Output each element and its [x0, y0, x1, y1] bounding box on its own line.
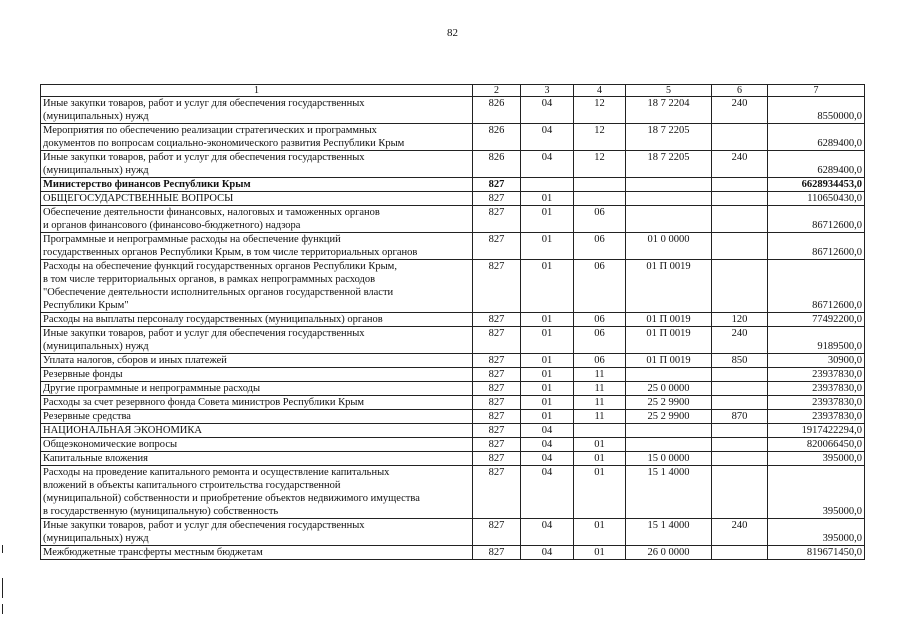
row-name-line: Обеспечение деятельности финансовых, налоговых и таможенных органов: [43, 207, 380, 218]
cell-c7: 1917422294,0: [768, 424, 865, 438]
cell-c3: 01: [521, 192, 574, 206]
row-name-line: государственных органов Республики Крым, в том числе территориальных органов: [43, 247, 418, 258]
cell-c7: 86712600,0: [768, 260, 865, 313]
row-name-cell: [41, 438, 473, 452]
cell-c3: 01: [521, 327, 574, 354]
row-name-line: в государственную (муниципальную) собственность: [43, 506, 279, 517]
cell-c5: 01 П 0019: [626, 327, 712, 354]
row-name-cell: [41, 546, 473, 560]
cell-c2: 826: [473, 124, 521, 151]
cell-c6: 240: [712, 97, 768, 124]
cell-c5: 18 7 2205: [626, 151, 712, 178]
cell-c5: 18 7 2204: [626, 97, 712, 124]
cell-c4: 06: [574, 233, 626, 260]
row-name-line: Уплата налогов, сборов и иных платежей: [43, 355, 227, 366]
row-name-line: Другие программные и непрограммные расходы: [43, 383, 261, 394]
cell-c4: 11: [574, 410, 626, 424]
row-name-line: вложений в объекты капитального строительства государственной: [43, 480, 341, 491]
cell-c5: 25 2 9900: [626, 410, 712, 424]
row-name-cell: [41, 151, 473, 178]
cell-c3: 04: [521, 438, 574, 452]
cell-c6: [712, 382, 768, 396]
table-row: [41, 424, 865, 438]
header-cell-7: 7: [768, 85, 865, 97]
cell-c3: 01: [521, 233, 574, 260]
row-name-line: Республики Крым": [43, 300, 129, 311]
cell-c7: 23937830,0: [768, 368, 865, 382]
cell-c4: 11: [574, 368, 626, 382]
cell-c5: [626, 192, 712, 206]
cell-c4: [574, 424, 626, 438]
cell-c2: 827: [473, 546, 521, 560]
row-name-cell: [41, 424, 473, 438]
cell-c2: 827: [473, 192, 521, 206]
row-name-line: Расходы на проведение капитального ремонта и осуществление капитальных: [43, 467, 390, 478]
row-name-cell: [41, 206, 473, 233]
cell-c7: 86712600,0: [768, 206, 865, 233]
cell-c4: 01: [574, 546, 626, 560]
cell-c6: [712, 368, 768, 382]
cell-c3: 04: [521, 97, 574, 124]
cell-c7: 110650430,0: [768, 192, 865, 206]
row-name-cell: [41, 410, 473, 424]
table-row: [41, 192, 865, 206]
row-name-line: Резервные фонды: [43, 369, 123, 380]
table-row: [41, 452, 865, 466]
row-name-cell: [41, 327, 473, 354]
cell-c5: [626, 424, 712, 438]
table-row: [41, 382, 865, 396]
row-name-cell: [41, 382, 473, 396]
row-name-cell: [41, 178, 473, 192]
cell-c2: 827: [473, 438, 521, 452]
row-name-cell: [41, 233, 473, 260]
cell-c2: 826: [473, 97, 521, 124]
cell-c4: 06: [574, 354, 626, 368]
cell-c6: [712, 260, 768, 313]
row-name-line: Резервные средства: [43, 411, 131, 422]
table-row: [41, 354, 865, 368]
cell-c7: 86712600,0: [768, 233, 865, 260]
cell-c5: 26 0 0000: [626, 546, 712, 560]
cell-c7: 6289400,0: [768, 124, 865, 151]
header-cell-1: 1: [41, 85, 473, 97]
cell-c5: [626, 438, 712, 452]
row-name-line: (муниципальных) нужд: [43, 341, 149, 352]
cell-c2: 827: [473, 327, 521, 354]
cell-c4: 11: [574, 382, 626, 396]
cell-c5: 01 0 0000: [626, 233, 712, 260]
cell-c6: [712, 192, 768, 206]
table-row: [41, 233, 865, 260]
cell-c2: 827: [473, 354, 521, 368]
cell-c7: 6628934453,0: [768, 178, 865, 192]
table-row: [41, 327, 865, 354]
cell-c3: 04: [521, 151, 574, 178]
row-name-line: Межбюджетные трансферты местным бюджетам: [43, 547, 263, 558]
cell-c4: [574, 178, 626, 192]
cell-c3: 01: [521, 313, 574, 327]
cell-c6: 240: [712, 519, 768, 546]
cell-c3: [521, 178, 574, 192]
row-name-line: "Обеспечение деятельности исполнительных органов государственной власти: [43, 287, 394, 298]
row-name-line: Расходы за счет резервного фонда Совета министров Республики Крым: [43, 397, 365, 408]
cell-c5: 25 2 9900: [626, 396, 712, 410]
cell-c7: 819671450,0: [768, 546, 865, 560]
cell-c6: 850: [712, 354, 768, 368]
row-name-cell: [41, 466, 473, 519]
row-name-cell: [41, 192, 473, 206]
cell-c6: [712, 124, 768, 151]
cell-c3: 01: [521, 382, 574, 396]
row-name-line: Программные и непрограммные расходы на обеспечение функций: [43, 234, 341, 245]
cell-c5: 01 П 0019: [626, 313, 712, 327]
cell-c4: 12: [574, 97, 626, 124]
table-row: [41, 151, 865, 178]
cell-c5: 01 П 0019: [626, 354, 712, 368]
row-name-line: НАЦИОНАЛЬНАЯ ЭКОНОМИКА: [43, 425, 202, 436]
cell-c5: [626, 178, 712, 192]
cell-c7: 820066450,0: [768, 438, 865, 452]
cell-c2: 827: [473, 368, 521, 382]
table-row: [41, 206, 865, 233]
cell-c6: [712, 424, 768, 438]
cell-c7: 30900,0: [768, 354, 865, 368]
cell-c6: [712, 396, 768, 410]
cell-c6: [712, 466, 768, 519]
cell-c7: 23937830,0: [768, 382, 865, 396]
cell-c4: 12: [574, 151, 626, 178]
row-name-line: (муниципальных) нужд: [43, 111, 149, 122]
cell-c3: 01: [521, 396, 574, 410]
cell-c5: [626, 368, 712, 382]
cell-c7: 395000,0: [768, 519, 865, 546]
row-name-cell: [41, 354, 473, 368]
cell-c3: 01: [521, 410, 574, 424]
cell-c2: 826: [473, 151, 521, 178]
row-name-cell: [41, 124, 473, 151]
cell-c3: 04: [521, 546, 574, 560]
header-cell-2: 2: [473, 85, 521, 97]
cell-c6: [712, 206, 768, 233]
cell-c4: 06: [574, 327, 626, 354]
table-row: [41, 410, 865, 424]
cell-c2: 827: [473, 466, 521, 519]
cell-c3: 04: [521, 452, 574, 466]
cell-c7: 23937830,0: [768, 396, 865, 410]
page-number: 82: [447, 27, 458, 39]
row-name-cell: [41, 368, 473, 382]
row-name-line: в том числе территориальных органов, в рамках непрограммных расходов: [43, 274, 376, 285]
cell-c5: 01 П 0019: [626, 260, 712, 313]
table-row: [41, 466, 865, 519]
cell-c5: 15 1 4000: [626, 466, 712, 519]
cell-c6: [712, 452, 768, 466]
cell-c4: 01: [574, 438, 626, 452]
row-name-line: (муниципальной) собственности и приобретение объектов недвижимого имущества: [43, 493, 420, 504]
cell-c7: 8550000,0: [768, 97, 865, 124]
cell-c6: [712, 233, 768, 260]
row-name-cell: [41, 396, 473, 410]
cell-c4: 06: [574, 260, 626, 313]
table-row: [41, 260, 865, 313]
cell-c6: [712, 438, 768, 452]
row-name-line: и органов финансового (финансово-бюджетного) надзора: [43, 220, 301, 231]
cell-c4: 06: [574, 313, 626, 327]
cell-c2: 827: [473, 519, 521, 546]
cell-c5: 15 1 4000: [626, 519, 712, 546]
row-name-cell: [41, 260, 473, 313]
cell-c2: 827: [473, 260, 521, 313]
header-cell-5: 5: [626, 85, 712, 97]
cell-c4: 01: [574, 519, 626, 546]
cell-c2: 827: [473, 396, 521, 410]
row-name-cell: [41, 519, 473, 546]
row-name-line: Министерство финансов Республики Крым: [43, 179, 251, 190]
row-name-line: Иные закупки товаров, работ и услуг для обеспечения государственных: [43, 98, 365, 109]
cell-c6: 240: [712, 327, 768, 354]
row-name-line: Капитальные вложения: [43, 453, 148, 464]
cell-c2: 827: [473, 452, 521, 466]
header-cell-4: 4: [574, 85, 626, 97]
cell-c3: 04: [521, 124, 574, 151]
row-name-cell: [41, 313, 473, 327]
cell-c7: 77492200,0: [768, 313, 865, 327]
cell-c3: 04: [521, 519, 574, 546]
table-row: [41, 124, 865, 151]
cell-c7: 6289400,0: [768, 151, 865, 178]
cell-c6: 870: [712, 410, 768, 424]
cell-c2: 827: [473, 178, 521, 192]
cell-c2: 827: [473, 206, 521, 233]
row-name-line: ОБЩЕГОСУДАРСТВЕННЫЕ ВОПРОСЫ: [43, 193, 234, 204]
row-name-line: Иные закупки товаров, работ и услуг для обеспечения государственных: [43, 328, 365, 339]
table-row: [41, 438, 865, 452]
row-name-line: Расходы на выплаты персоналу государственных (муниципальных) органов: [43, 314, 383, 325]
table-row: [41, 313, 865, 327]
row-name-cell: [41, 97, 473, 124]
cell-c3: 01: [521, 260, 574, 313]
cell-c5: 25 0 0000: [626, 382, 712, 396]
cell-c6: [712, 178, 768, 192]
cell-c3: 01: [521, 368, 574, 382]
table-row: [41, 178, 865, 192]
table-row: [41, 519, 865, 546]
cell-c3: 04: [521, 424, 574, 438]
cell-c4: 06: [574, 206, 626, 233]
cell-c4: 12: [574, 124, 626, 151]
margin-mark: [2, 545, 3, 553]
cell-c6: 240: [712, 151, 768, 178]
cell-c3: 01: [521, 206, 574, 233]
cell-c5: 15 0 0000: [626, 452, 712, 466]
cell-c3: 04: [521, 466, 574, 519]
table-row: [41, 546, 865, 560]
cell-c3: 01: [521, 354, 574, 368]
cell-c2: 827: [473, 424, 521, 438]
header-cell-6: 6: [712, 85, 768, 97]
cell-c7: 395000,0: [768, 452, 865, 466]
table-row: [41, 368, 865, 382]
row-name-line: (муниципальных) нужд: [43, 165, 149, 176]
table-row: [41, 97, 865, 124]
cell-c7: 9189500,0: [768, 327, 865, 354]
cell-c5: 18 7 2205: [626, 124, 712, 151]
margin-mark: [2, 604, 3, 614]
cell-c4: 01: [574, 452, 626, 466]
row-name-line: Мероприятия по обеспечению реализации стратегических и программных: [43, 125, 377, 136]
cell-c2: 827: [473, 410, 521, 424]
cell-c5: [626, 206, 712, 233]
cell-c2: 827: [473, 382, 521, 396]
cell-c2: 827: [473, 313, 521, 327]
cell-c7: 395000,0: [768, 466, 865, 519]
cell-c6: 120: [712, 313, 768, 327]
table-row: [41, 396, 865, 410]
budget-table: [40, 84, 865, 560]
cell-c4: [574, 192, 626, 206]
row-name-line: Общеэкономические вопросы: [43, 439, 178, 450]
margin-mark: [2, 578, 3, 598]
cell-c4: 11: [574, 396, 626, 410]
header-cell-3: 3: [521, 85, 574, 97]
row-name-line: документов по вопросам социально-экономического развития Республики Крым: [43, 138, 405, 149]
row-name-line: Иные закупки товаров, работ и услуг для обеспечения государственных: [43, 152, 365, 163]
row-name-line: Иные закупки товаров, работ и услуг для обеспечения государственных: [43, 520, 365, 531]
table-header-row: [41, 85, 865, 97]
row-name-cell: [41, 452, 473, 466]
cell-c4: 01: [574, 466, 626, 519]
cell-c7: 23937830,0: [768, 410, 865, 424]
cell-c2: 827: [473, 233, 521, 260]
cell-c6: [712, 546, 768, 560]
row-name-line: Расходы на обеспечение функций государственных органов Республики Крым,: [43, 261, 397, 272]
row-name-line: (муниципальных) нужд: [43, 533, 149, 544]
